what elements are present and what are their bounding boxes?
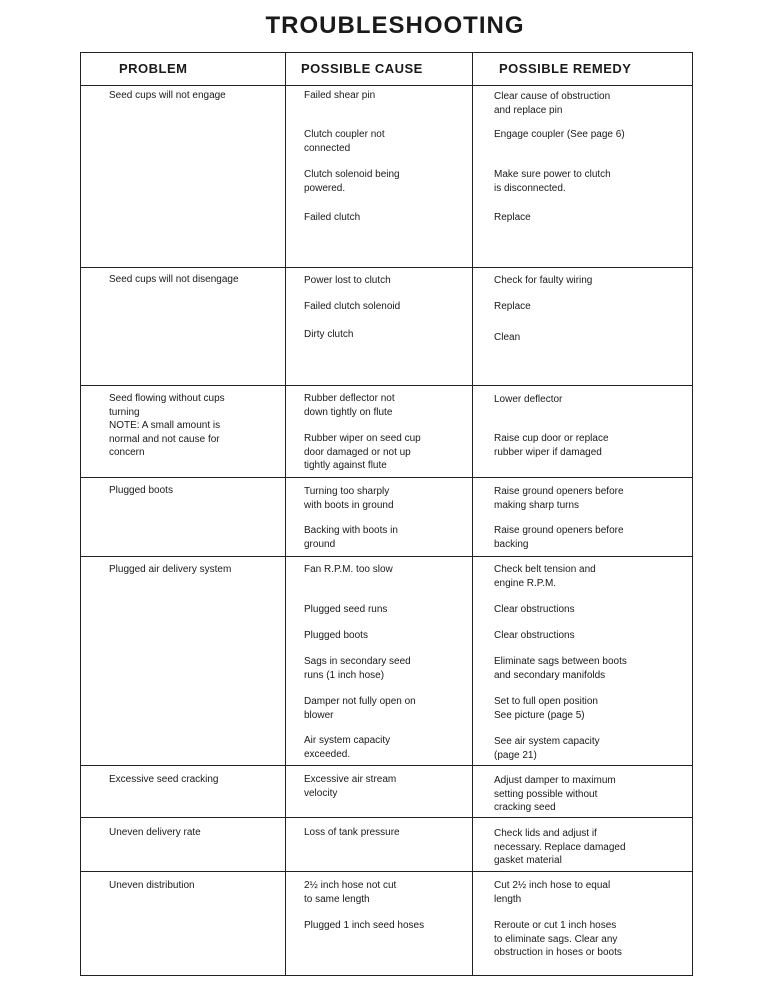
troubleshooting-table bbox=[80, 52, 693, 976]
problem-cell: Seed cups will not disengage bbox=[109, 274, 239, 285]
remedy-cell: Cut 2½ inch hose to equal length bbox=[494, 880, 611, 905]
remedy-cell: Clear cause of obstruction and replace pin bbox=[494, 91, 611, 116]
remedy-cell: Set to full open position See picture (page 5) bbox=[494, 696, 598, 721]
remedy-cell: Check for faulty wiring bbox=[494, 275, 593, 286]
cause-cell: Excessive air stream velocity bbox=[304, 774, 397, 799]
problem-cell: Seed flowing without cups turning NOTE: A small amount is normal and not cause for concern bbox=[109, 393, 225, 458]
column-divider bbox=[285, 53, 286, 975]
remedy-cell: Clear obstructions bbox=[494, 604, 575, 615]
cause-cell: Dirty clutch bbox=[304, 329, 354, 340]
cause-cell: Rubber wiper on seed cup door damaged or not up tightly against flute bbox=[304, 433, 421, 471]
header-remedy: POSSIBLE REMEDY bbox=[499, 61, 632, 76]
header-problem: PROBLEM bbox=[119, 61, 188, 76]
column-divider bbox=[472, 53, 473, 975]
remedy-cell: Make sure power to clutch is disconnected. bbox=[494, 169, 611, 194]
cause-cell: Damper not fully open on blower bbox=[304, 696, 416, 721]
remedy-cell: Replace bbox=[494, 301, 531, 312]
remedy-cell: Check belt tension and engine R.P.M. bbox=[494, 564, 596, 589]
cause-cell: Backing with boots in ground bbox=[304, 525, 398, 550]
row-divider bbox=[81, 765, 692, 766]
remedy-cell: Adjust damper to maximum setting possible without cracking seed bbox=[494, 775, 616, 813]
cause-cell: Plugged 1 inch seed hoses bbox=[304, 920, 425, 931]
remedy-cell: See air system capacity (page 21) bbox=[494, 736, 600, 761]
remedy-cell: Clean bbox=[494, 332, 521, 343]
problem-cell: Excessive seed cracking bbox=[109, 774, 219, 785]
header-cause: POSSIBLE CAUSE bbox=[301, 61, 423, 76]
remedy-cell: Reroute or cut 1 inch hoses to eliminate sags. Clear any obstruction in hoses or boots bbox=[494, 920, 622, 958]
cause-cell: Clutch solenoid being powered. bbox=[304, 169, 400, 194]
cause-cell: Fan R.P.M. too slow bbox=[304, 564, 393, 575]
row-divider bbox=[81, 871, 692, 872]
row-divider bbox=[81, 267, 692, 268]
cause-cell: Power lost to clutch bbox=[304, 275, 391, 286]
remedy-cell: Raise cup door or replace rubber wiper if damaged bbox=[494, 433, 609, 458]
problem-cell: Plugged air delivery system bbox=[109, 564, 232, 575]
remedy-cell: Replace bbox=[494, 212, 531, 223]
problem-cell: Plugged boots bbox=[109, 485, 173, 496]
remedy-cell: Clear obstructions bbox=[494, 630, 575, 641]
row-divider bbox=[81, 477, 692, 478]
table-header bbox=[81, 53, 692, 86]
cause-cell: 2½ inch hose not cut to same length bbox=[304, 880, 397, 905]
cause-cell: Clutch coupler not connected bbox=[304, 129, 385, 154]
cause-cell: Air system capacity exceeded. bbox=[304, 735, 391, 760]
remedy-cell: Eliminate sags between boots and secondary manifolds bbox=[494, 656, 627, 681]
remedy-cell: Check lids and adjust if necessary. Replace damaged gasket material bbox=[494, 828, 626, 866]
remedy-cell: Engage coupler (See page 6) bbox=[494, 129, 625, 140]
cause-cell: Plugged boots bbox=[304, 630, 368, 641]
cause-cell: Plugged seed runs bbox=[304, 604, 388, 615]
cause-cell: Loss of tank pressure bbox=[304, 827, 400, 838]
row-divider bbox=[81, 385, 692, 386]
problem-cell: Uneven distribution bbox=[109, 880, 195, 891]
problem-cell: Seed cups will not engage bbox=[109, 90, 226, 101]
row-divider bbox=[81, 556, 692, 557]
cause-cell: Sags in secondary seed runs (1 inch hose) bbox=[304, 656, 411, 681]
page-title: TROUBLESHOOTING bbox=[265, 12, 525, 39]
cause-cell: Turning too sharply with boots in ground bbox=[304, 486, 394, 511]
remedy-cell: Raise ground openers before backing bbox=[494, 525, 624, 550]
cause-cell: Failed shear pin bbox=[304, 90, 376, 101]
cause-cell: Rubber deflector not down tightly on flute bbox=[304, 393, 395, 418]
problem-cell: Uneven delivery rate bbox=[109, 827, 201, 838]
remedy-cell: Lower deflector bbox=[494, 394, 563, 405]
cause-cell: Failed clutch bbox=[304, 212, 361, 223]
cause-cell: Failed clutch solenoid bbox=[304, 301, 401, 312]
row-divider bbox=[81, 817, 692, 818]
remedy-cell: Raise ground openers before making sharp turns bbox=[494, 486, 624, 511]
